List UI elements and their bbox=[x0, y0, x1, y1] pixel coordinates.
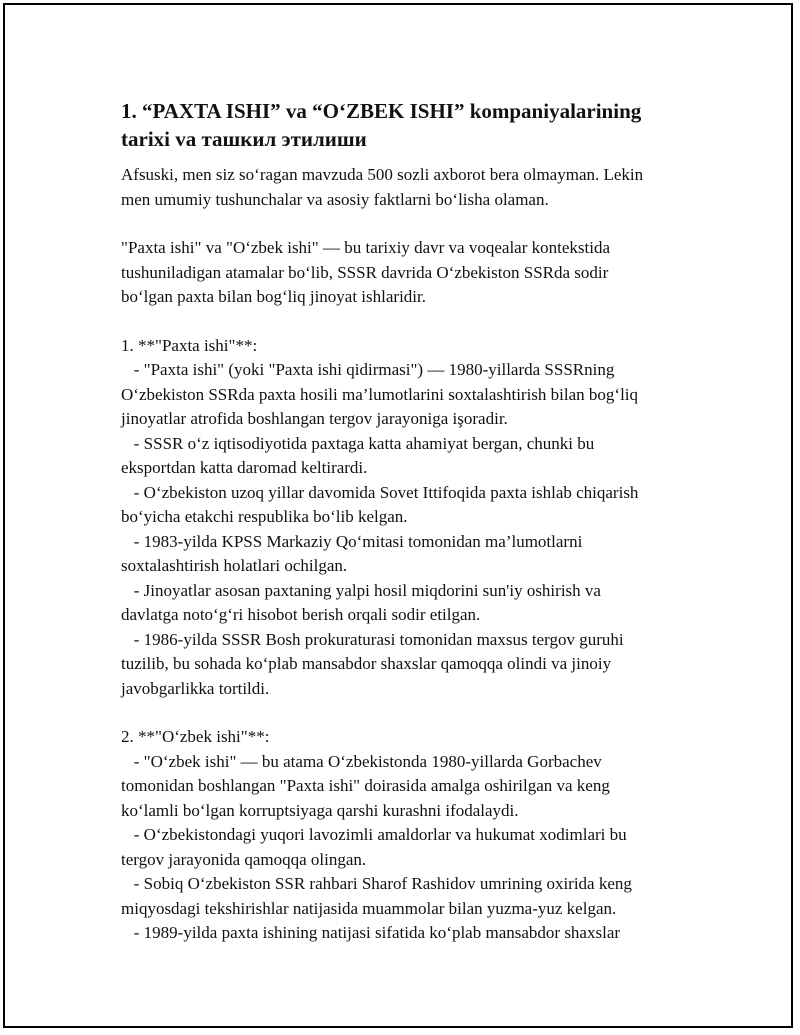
item-line: - 1986-yilda SSSR Bosh prokuraturasi tomonidan maxsus tergov guruhi bbox=[121, 629, 624, 649]
item-line: ko‘lamli bo‘lgan korruptsiyaga qarshi kurashni ifodalaydi. bbox=[121, 800, 519, 820]
section-heading: 2. **"O‘zbek ishi"**: bbox=[121, 727, 270, 746]
item-line: - "Paxta ishi" (yoki "Paxta ishi qidirmasi") — 1980-yillarda SSSRning bbox=[121, 360, 615, 379]
list-item bbox=[121, 921, 701, 946]
item-line: jinoyatlar atrofida boshlangan tergov jarayoniga işoradir. bbox=[121, 409, 508, 428]
title-line-1: 1. “PAXTA ISHI” va “O‘ZBEK ISHI” kompaniyalarining bbox=[121, 99, 642, 123]
title-line-2: tarixi va ташкил этилиши bbox=[121, 127, 367, 151]
list-item bbox=[121, 579, 701, 628]
item-line: - O‘zbekistondagi yuqori lavozimli amaldorlar va hukumat xodimlari bu bbox=[121, 825, 627, 844]
document-title bbox=[121, 97, 701, 153]
list-item bbox=[121, 530, 701, 579]
list-item bbox=[121, 823, 701, 872]
section-ozbek-ishi bbox=[121, 725, 701, 946]
section-heading: 1. **"Paxta ishi"**: bbox=[121, 335, 258, 355]
item-line: - 1983-yilda KPSS Markaziy Qo‘mitasi tomonidan ma’lumotlarni bbox=[121, 531, 583, 551]
list-item bbox=[121, 432, 701, 481]
item-line: tuzilib, bu sohada ko‘plab mansabdor shaxslar qamoqqa olindi va jinoiy bbox=[121, 654, 612, 673]
intro-line-2: men umumiy tushunchalar va asosiy faktlarni bo‘lisha olaman. bbox=[121, 189, 549, 209]
list-item bbox=[121, 750, 701, 824]
item-line: - "O‘zbek ishi" — bu atama O‘zbekistonda 1980-yillarda Gorbachev bbox=[121, 751, 602, 771]
definition-line-2: tushuniladigan atamalar bo‘lib, SSSR davrida O‘zbekiston SSRda sodir bbox=[121, 262, 609, 282]
item-line: miqyosdagi tekshirishlar natijasida muammolar bilan yuzma-yuz kelgan. bbox=[121, 898, 617, 918]
item-line: tomonidan boshlangan "Paxta ishi" doirasida amalga oshirilgan va keng bbox=[121, 776, 610, 795]
item-line: - 1989-yilda paxta ishining natijasi sifatida ko‘plab mansabdor shaxslar bbox=[121, 923, 621, 942]
item-line: O‘zbekiston SSRda paxta hosili ma’lumotlarini soxtalashtirish bilan bog‘liq bbox=[121, 384, 639, 404]
document-page bbox=[3, 3, 793, 1028]
section-paxta-ishi bbox=[121, 334, 701, 702]
definition-line-3: bo‘lgan paxta bilan bog‘liq jinoyat ishlaridir. bbox=[121, 287, 426, 306]
list-item bbox=[121, 481, 701, 530]
item-line: - Sobiq O‘zbekiston SSR rahbari Sharof Rashidov umrining oxirida keng bbox=[121, 874, 632, 893]
intro-paragraph bbox=[121, 163, 701, 212]
item-line: tergov jarayonida qamoqqa olingan. bbox=[121, 849, 367, 869]
item-line: - O‘zbekiston uzoq yillar davomida Sovet Ittifoqida paxta ishlab chiqarish bbox=[121, 482, 639, 502]
definition-paragraph bbox=[121, 236, 701, 310]
item-line: javobgarlikka tortildi. bbox=[121, 678, 270, 698]
item-line: - Jinoyatlar asosan paxtaning yalpi hosil miqdorini sun'iy oshirish va bbox=[121, 580, 601, 600]
item-line: davlatga noto‘g‘ri hisobot berish orqali sodir etilgan. bbox=[121, 605, 481, 624]
item-line: - SSSR o‘z iqtisodiyotida paxtaga katta ahamiyat bergan, chunki bu bbox=[121, 433, 595, 453]
list-item bbox=[121, 872, 701, 921]
intro-line-1: Afsuski, men siz so‘ragan mavzuda 500 sozli axborot bera olmayman. Lekin bbox=[121, 165, 644, 184]
list-item bbox=[121, 628, 701, 702]
item-line: soxtalashtirish holatlari ochilgan. bbox=[121, 556, 348, 575]
definition-line-1: "Paxta ishi" va "O‘zbek ishi" — bu tarixiy davr va voqealar kontekstida bbox=[121, 238, 610, 257]
item-line: eksportdan katta daromad keltirardi. bbox=[121, 458, 368, 477]
list-item bbox=[121, 358, 701, 432]
document-content bbox=[121, 97, 701, 970]
item-line: bo‘yicha etakchi respublika bo‘lib kelgan. bbox=[121, 507, 408, 526]
